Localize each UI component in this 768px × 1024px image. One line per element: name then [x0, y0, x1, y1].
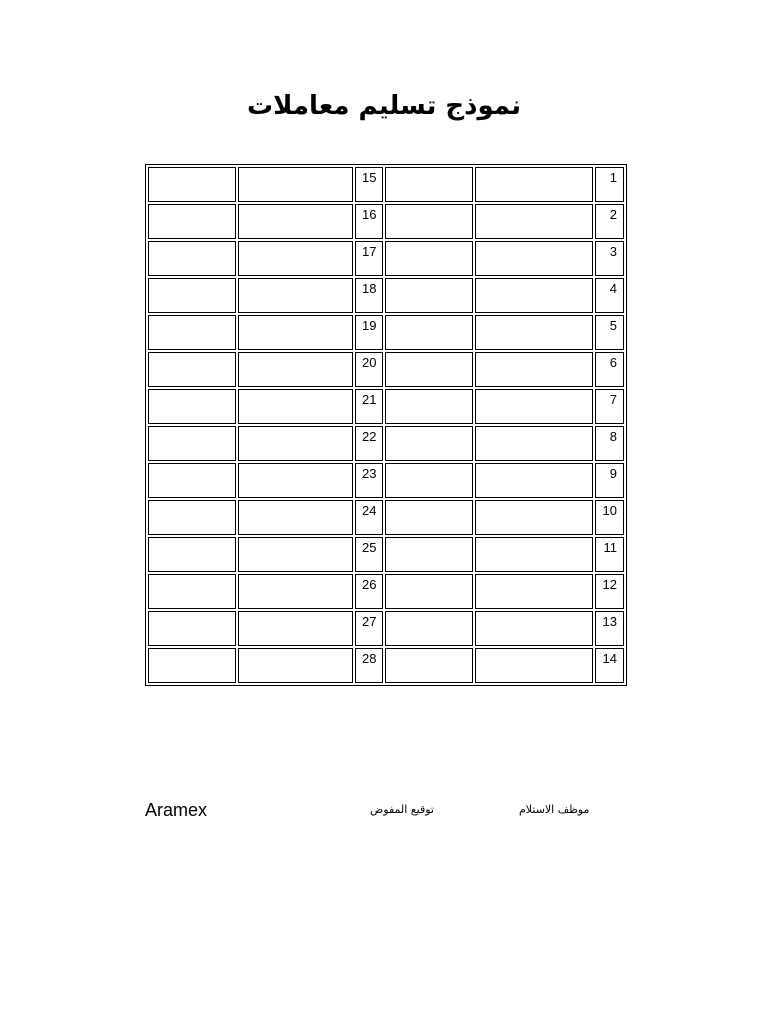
blank-cell [238, 167, 353, 202]
blank-cell [385, 241, 473, 276]
blank-cell [385, 278, 473, 313]
blank-cell [148, 500, 236, 535]
table-row [148, 426, 624, 461]
company-name: Aramex [145, 800, 208, 820]
blank-cell [385, 167, 473, 202]
table-row [148, 611, 624, 646]
row-number-left: 24 [355, 500, 383, 535]
blank-cell [385, 463, 473, 498]
blank-cell [385, 315, 473, 350]
row-number-right: 7 [595, 389, 624, 424]
row-number-left: 25 [355, 537, 383, 572]
row-number-left: 15 [355, 167, 383, 202]
blank-cell [238, 315, 353, 350]
blank-cell [475, 241, 593, 276]
row-number-right: 9 [595, 463, 624, 498]
blank-cell [238, 500, 353, 535]
table-row [148, 389, 624, 424]
blank-cell [238, 648, 353, 683]
blank-cell [148, 537, 236, 572]
table-row [148, 537, 624, 572]
row-number-left: 27 [355, 611, 383, 646]
blank-cell [475, 500, 593, 535]
blank-cell [148, 278, 236, 313]
table-row [148, 648, 624, 683]
row-number-right: 4 [595, 278, 624, 313]
signature-footer [0, 798, 768, 828]
blank-cell [238, 537, 353, 572]
blank-cell [148, 352, 236, 387]
row-number-right: 13 [595, 611, 624, 646]
blank-cell [385, 426, 473, 461]
blank-cell [148, 389, 236, 424]
row-number-left: 21 [355, 389, 383, 424]
table-row [148, 241, 624, 276]
row-number-right: 2 [595, 204, 624, 239]
row-number-left: 28 [355, 648, 383, 683]
row-number-right: 3 [595, 241, 624, 276]
row-number-right: 10 [595, 500, 624, 535]
row-number-left: 23 [355, 463, 383, 498]
blank-cell [238, 204, 353, 239]
blank-cell [148, 426, 236, 461]
table-row [148, 315, 624, 350]
table-row [148, 204, 624, 239]
authorized-signature-label: توقيع المفوض [370, 803, 434, 816]
blank-cell [385, 352, 473, 387]
row-number-left: 18 [355, 278, 383, 313]
blank-cell [238, 241, 353, 276]
blank-cell [238, 278, 353, 313]
blank-cell [475, 574, 593, 609]
blank-cell [385, 537, 473, 572]
blank-cell [475, 278, 593, 313]
blank-cell [148, 648, 236, 683]
blank-cell [238, 463, 353, 498]
blank-cell [475, 204, 593, 239]
blank-cell [148, 574, 236, 609]
row-number-left: 16 [355, 204, 383, 239]
blank-cell [475, 648, 593, 683]
blank-cell [385, 574, 473, 609]
row-number-right: 14 [595, 648, 624, 683]
table-row [148, 574, 624, 609]
blank-cell [148, 167, 236, 202]
row-number-right: 8 [595, 426, 624, 461]
blank-cell [238, 574, 353, 609]
table-row [148, 352, 624, 387]
row-number-right: 1 [595, 167, 624, 202]
row-number-left: 20 [355, 352, 383, 387]
blank-cell [475, 611, 593, 646]
blank-cell [385, 389, 473, 424]
blank-cell [475, 389, 593, 424]
page-title: نموذج تسليم معاملات [246, 91, 521, 121]
blank-cell [238, 389, 353, 424]
table-body [148, 167, 624, 683]
table-row [148, 167, 624, 202]
blank-cell [238, 611, 353, 646]
row-number-left: 17 [355, 241, 383, 276]
row-number-left: 26 [355, 574, 383, 609]
blank-cell [475, 167, 593, 202]
blank-cell [148, 204, 236, 239]
blank-cell [148, 463, 236, 498]
receiving-employee-label: موظف الاستلام [519, 803, 590, 816]
blank-cell [475, 463, 593, 498]
blank-cell [385, 648, 473, 683]
blank-cell [238, 426, 353, 461]
blank-cell [385, 204, 473, 239]
row-number-left: 19 [355, 315, 383, 350]
row-number-right: 6 [595, 352, 624, 387]
blank-cell [385, 611, 473, 646]
blank-cell [148, 315, 236, 350]
blank-cell [385, 500, 473, 535]
table-row [148, 278, 624, 313]
row-number-right: 12 [595, 574, 624, 609]
blank-cell [148, 611, 236, 646]
row-number-left: 22 [355, 426, 383, 461]
blank-cell [475, 315, 593, 350]
blank-cell [475, 352, 593, 387]
blank-cell [475, 537, 593, 572]
blank-cell [148, 241, 236, 276]
row-number-right: 5 [595, 315, 624, 350]
table-row [148, 463, 624, 498]
table-row [148, 500, 624, 535]
blank-cell [238, 352, 353, 387]
blank-cell [475, 426, 593, 461]
row-number-right: 11 [595, 537, 624, 572]
transactions-table [145, 164, 627, 686]
